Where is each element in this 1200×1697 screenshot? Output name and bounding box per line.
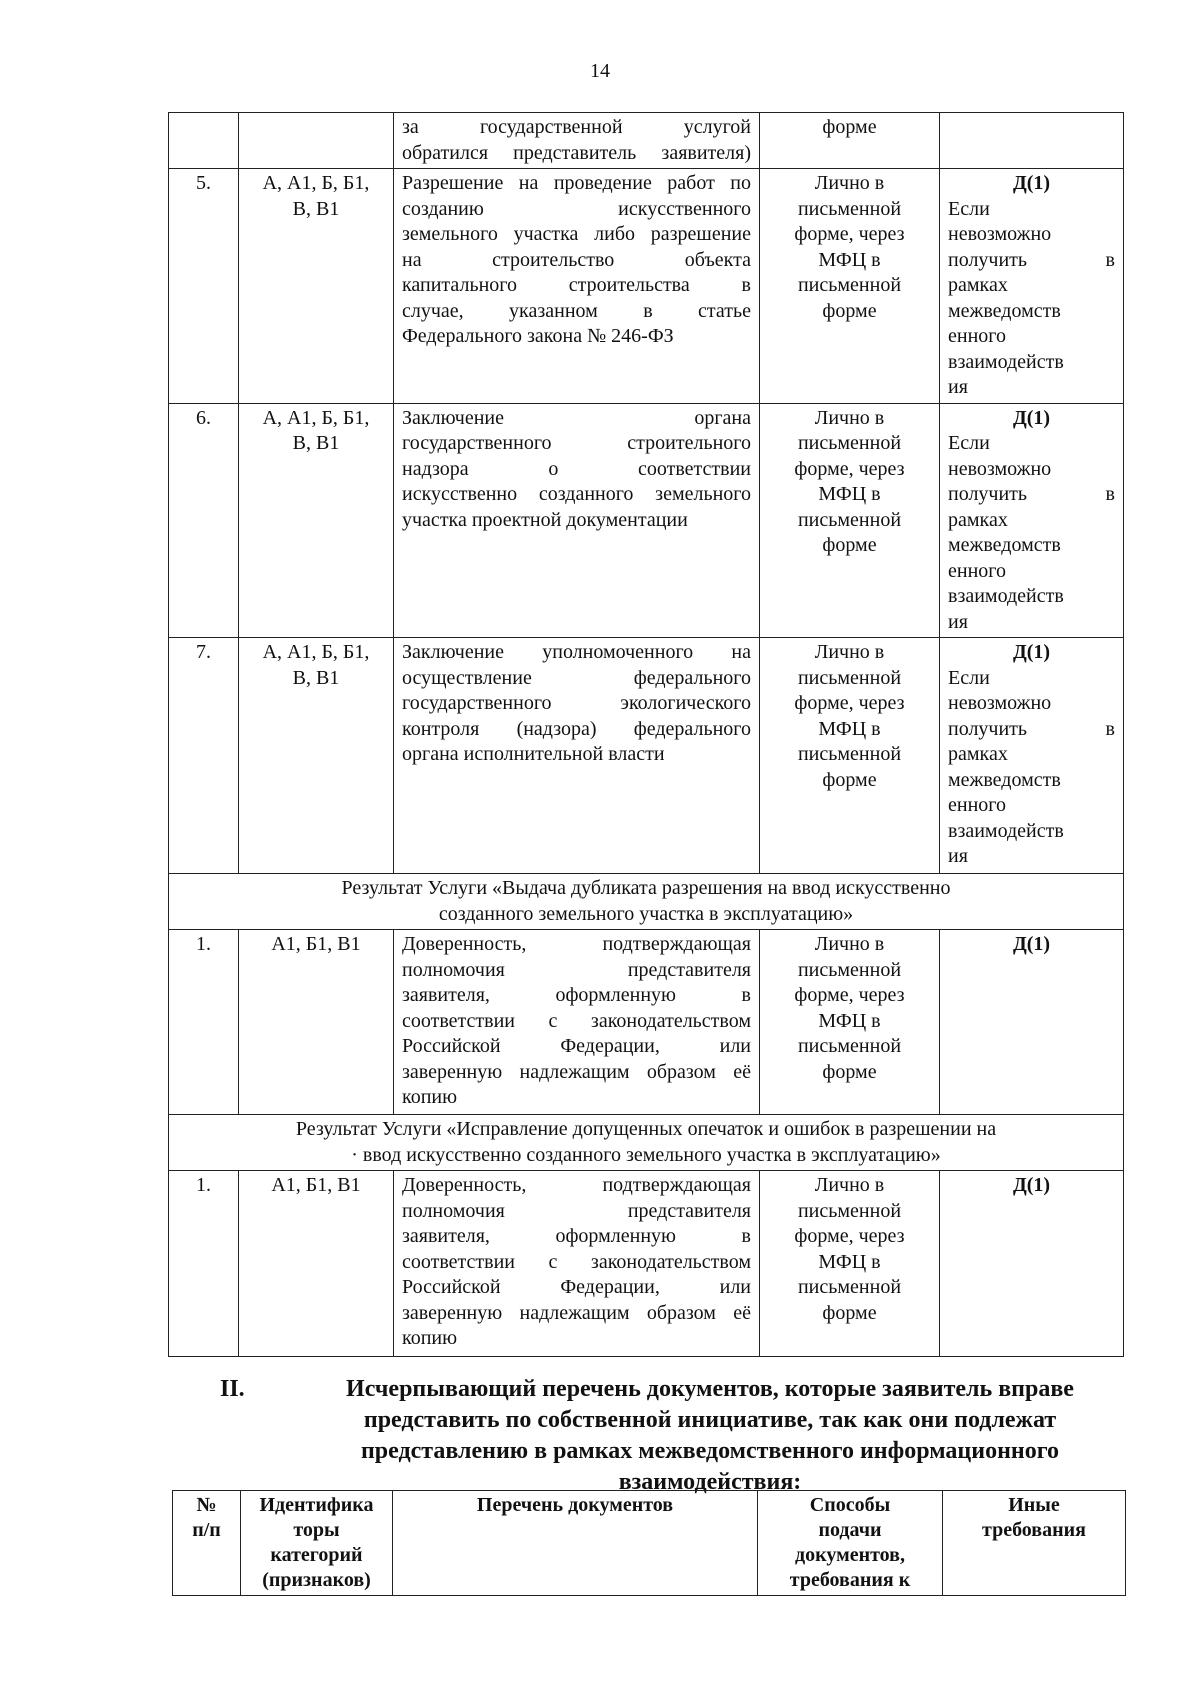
method-line: МФЦ в — [818, 1009, 881, 1032]
other-requirements-cell — [940, 113, 1124, 169]
method-line: форме, через — [794, 984, 905, 1006]
header-identifiers — [241, 1491, 393, 1596]
category-cell — [239, 403, 394, 638]
method-line: МФЦ в — [818, 483, 881, 505]
section-title-line: Исчерпывающий перечень документов, которые заявитель вправе — [346, 1376, 1074, 1402]
row-number-cell — [169, 1171, 239, 1357]
header-line: (признаков) — [262, 1569, 371, 1591]
method-line: письменной — [797, 274, 902, 296]
submission-method-cell — [760, 930, 940, 1115]
header-line: Способы — [809, 1494, 891, 1516]
category-line: А, А1, Б, Б1, — [262, 641, 370, 663]
header-submission-methods — [758, 1491, 943, 1596]
document-line: государственного экологического — [402, 692, 751, 714]
category-cell — [239, 113, 394, 169]
method-line: письменной — [797, 1276, 902, 1298]
result-heading-duplicate-row — [169, 874, 1124, 930]
method-line: форме, через — [794, 1225, 905, 1247]
requirement-code: Д(1) — [1012, 406, 1051, 429]
document-line: копию — [402, 1327, 458, 1349]
header-line: документов, — [795, 1544, 905, 1566]
requirement-code: Д(1) — [1012, 172, 1051, 194]
method-line: форме, через — [794, 223, 905, 245]
method-line: форме, через — [794, 692, 905, 714]
category-cell — [239, 930, 394, 1115]
header-line: Идентифика — [259, 1494, 374, 1516]
category-line: А1, Б1, В1 — [271, 1174, 361, 1196]
submission-method-cell — [760, 403, 940, 638]
header-line: Иные — [1008, 1494, 1060, 1516]
method-line: Лично в — [814, 172, 885, 194]
method-line: МФЦ в — [818, 1250, 881, 1273]
header-documents — [393, 1491, 758, 1596]
requirement-line: невозможно — [948, 223, 1052, 245]
result-heading-duplicate-line: созданного земельного участка в эксплуатацию» — [438, 902, 854, 925]
method-line: Лично в — [814, 641, 885, 663]
row-number-cell — [169, 403, 239, 638]
row-number: 7. — [196, 641, 211, 663]
document-line: полномочия представителя — [402, 958, 751, 981]
table-row — [169, 930, 1124, 1115]
document-line: Российской Федерации, или — [402, 1035, 751, 1057]
method-line: форме, через — [794, 457, 905, 480]
method-line: форме — [822, 534, 877, 556]
document-line: на строительство объекта — [402, 248, 751, 271]
requirement-line: взаимодейств — [948, 350, 1064, 373]
category-line: В, В1 — [292, 432, 340, 454]
document-line: соответствии с законодательством — [402, 1250, 751, 1273]
requirement-code: Д(1) — [1012, 1174, 1051, 1196]
method-line: форме — [822, 299, 877, 322]
section-title-line: представлению в рамках межведомственного информационного — [360, 1438, 1060, 1464]
category-line: В, В1 — [292, 666, 340, 689]
requirement-line: межведомств — [948, 768, 1061, 791]
table-row — [169, 638, 1124, 874]
document-line: заверенную надлежащим образом её — [402, 1060, 751, 1083]
requirement-line: ия — [948, 610, 968, 633]
header-other-requirements — [943, 1491, 1126, 1596]
requirement-line: енного — [948, 325, 1006, 347]
requirement-line: получить в — [948, 717, 1115, 740]
result-heading-correction-row — [169, 1115, 1124, 1171]
requirement-code: Д(1) — [1012, 641, 1051, 663]
requirement-line: рамках — [948, 508, 1008, 531]
header-line: торы — [293, 1519, 340, 1541]
document-line: земельного участка либо разрешение — [402, 223, 751, 245]
requirement-line: Если — [948, 432, 990, 454]
row-number-cell — [169, 930, 239, 1115]
row-number-cell — [169, 169, 239, 404]
requirement-line: получить в — [948, 483, 1115, 505]
document-line: надзора о соответствии — [402, 457, 751, 480]
document-line: Российской Федерации, или — [402, 1276, 751, 1298]
document-line: осуществление федерального — [402, 666, 751, 689]
method-line: Лично в — [814, 1174, 885, 1196]
row-number: 5. — [196, 172, 211, 194]
requirement-line: межведомств — [948, 534, 1061, 556]
method-line: форме — [822, 1060, 877, 1083]
document-line: случае, указанном в статье — [402, 299, 751, 322]
document-line: государственного строительного — [402, 432, 751, 454]
table-row — [169, 403, 1124, 638]
document-line: капитального строительства в — [402, 274, 751, 296]
row-number-cell — [169, 113, 239, 169]
document-line: заверенную надлежащим образом её — [402, 1301, 751, 1324]
requirement-line: енного — [948, 794, 1006, 816]
table-row — [169, 169, 1124, 404]
method-line: письменной — [797, 432, 902, 454]
requirement-line: ия — [948, 845, 968, 867]
other-requirements-cell — [940, 638, 1124, 874]
method-line: письменной — [797, 508, 902, 531]
section-title — [300, 1374, 1120, 1498]
document-line: за государственной услугой — [402, 116, 751, 138]
other-requirements-cell — [940, 403, 1124, 638]
method-line: форме — [822, 116, 877, 138]
requirement-line: Если — [948, 197, 990, 220]
submission-method-cell — [760, 169, 940, 404]
result-heading-duplicate — [169, 874, 1124, 930]
header-line: требования — [982, 1519, 1086, 1541]
category-line: А1, Б1, В1 — [271, 933, 361, 955]
method-line: форме — [822, 1301, 877, 1324]
row-number: 1. — [196, 1174, 211, 1196]
result-heading-correction-line: Результат Услуги «Исправление допущенных опечаток и ошибок в разрешении на — [295, 1118, 997, 1140]
method-line: форме — [822, 768, 877, 791]
header-line: Перечень документов — [476, 1494, 674, 1516]
category-cell — [239, 169, 394, 404]
requirement-line: невозможно — [948, 692, 1052, 714]
section-heading — [220, 1374, 1120, 1498]
document-line: соответствии с законодательством — [402, 1009, 751, 1032]
category-cell — [239, 638, 394, 874]
document-cell — [394, 1171, 760, 1357]
document-line: органа исполнительной власти — [402, 743, 665, 765]
other-requirements-cell — [940, 930, 1124, 1115]
method-line: МФЦ в — [818, 717, 881, 740]
result-heading-duplicate-line: Результат Услуги «Выдача дубликата разрешения на ввод искусственно — [341, 877, 951, 899]
row-number: 1. — [196, 933, 211, 955]
header-line: требования к — [789, 1569, 911, 1591]
header-line: подачи — [818, 1519, 882, 1541]
method-line: письменной — [797, 1199, 902, 1222]
document-line: искусственно созданного земельного — [402, 483, 751, 505]
page-number: 14 — [590, 60, 610, 82]
method-line: письменной — [797, 666, 902, 689]
header-number — [173, 1491, 241, 1596]
other-requirements-cell — [940, 169, 1124, 404]
document-line: заявителя, оформленную в — [402, 1225, 751, 1247]
row-number-cell — [169, 638, 239, 874]
requirement-code: Д(1) — [1012, 933, 1051, 955]
requirement-line: межведомств — [948, 299, 1061, 322]
document-line: Разрешение на проведение работ по — [402, 172, 751, 194]
submission-method-cell — [760, 638, 940, 874]
requirement-line: невозможно — [948, 457, 1052, 480]
section-title-line: представить по собственной инициативе, так как они подлежат — [363, 1407, 1057, 1433]
table-row — [169, 113, 1124, 169]
method-line: письменной — [797, 743, 902, 765]
document-cell — [394, 113, 760, 169]
document-line: Заключение уполномоченного на — [402, 641, 751, 663]
documents-table — [168, 112, 1124, 1357]
document-line: Доверенность, подтверждающая — [402, 1174, 751, 1196]
requirement-line: енного — [948, 559, 1006, 582]
category-line: А, А1, Б, Б1, — [262, 172, 370, 194]
documents-table-body — [169, 113, 1124, 1357]
requirement-line: взаимодейств — [948, 585, 1064, 607]
requirement-line: взаимодейств — [948, 819, 1064, 842]
document-line: Доверенность, подтверждающая — [402, 933, 751, 955]
method-line: Лично в — [814, 933, 885, 955]
section-title-line: взаимодействия: — [618, 1469, 802, 1495]
result-heading-correction-line: · ввод искусственно созданного земельного участка в эксплуатацию» — [351, 1143, 941, 1166]
header-line: № — [196, 1494, 217, 1516]
row-number: 6. — [196, 406, 211, 429]
document-line: Федерального закона № 246-ФЗ — [402, 325, 674, 347]
submission-method-cell — [760, 1171, 940, 1357]
requirement-line: ия — [948, 376, 968, 398]
method-line: письменной — [797, 958, 902, 981]
requirement-line: получить в — [948, 248, 1115, 271]
result-heading-correction — [169, 1115, 1124, 1171]
submission-method-cell — [760, 113, 940, 169]
document-cell — [394, 930, 760, 1115]
document-line: заявителя, оформленную в — [402, 984, 751, 1006]
category-cell — [239, 1171, 394, 1357]
category-line: А, А1, Б, Б1, — [262, 406, 370, 429]
document-line: созданию искусственного — [402, 197, 751, 220]
method-line: МФЦ в — [818, 248, 881, 271]
document-cell — [394, 638, 760, 874]
requirement-line: рамках — [948, 743, 1008, 765]
section-number: II. — [220, 1376, 245, 1402]
header-line: категорий — [270, 1544, 363, 1566]
table-header-row — [173, 1491, 1126, 1596]
table-row — [169, 1171, 1124, 1357]
requirement-line: Если — [948, 666, 990, 689]
document-cell — [394, 403, 760, 638]
requirement-line: рамках — [948, 274, 1008, 296]
method-line: письменной — [797, 1035, 902, 1057]
document-line: участка проектной документации — [402, 508, 688, 531]
document-line: Заключение органа — [402, 406, 751, 429]
document-line: обратился представитель заявителя) — [402, 141, 751, 164]
method-line: Лично в — [814, 406, 885, 429]
other-requirements-cell — [940, 1171, 1124, 1357]
document-line: копию — [402, 1086, 458, 1108]
header-line: п/п — [192, 1519, 221, 1541]
document-line: контроля (надзора) федерального — [402, 717, 751, 740]
optional-documents-table — [172, 1490, 1126, 1596]
category-line: В, В1 — [292, 197, 340, 220]
method-line: письменной — [797, 197, 902, 220]
document-line: полномочия представителя — [402, 1199, 751, 1222]
document-cell — [394, 169, 760, 404]
